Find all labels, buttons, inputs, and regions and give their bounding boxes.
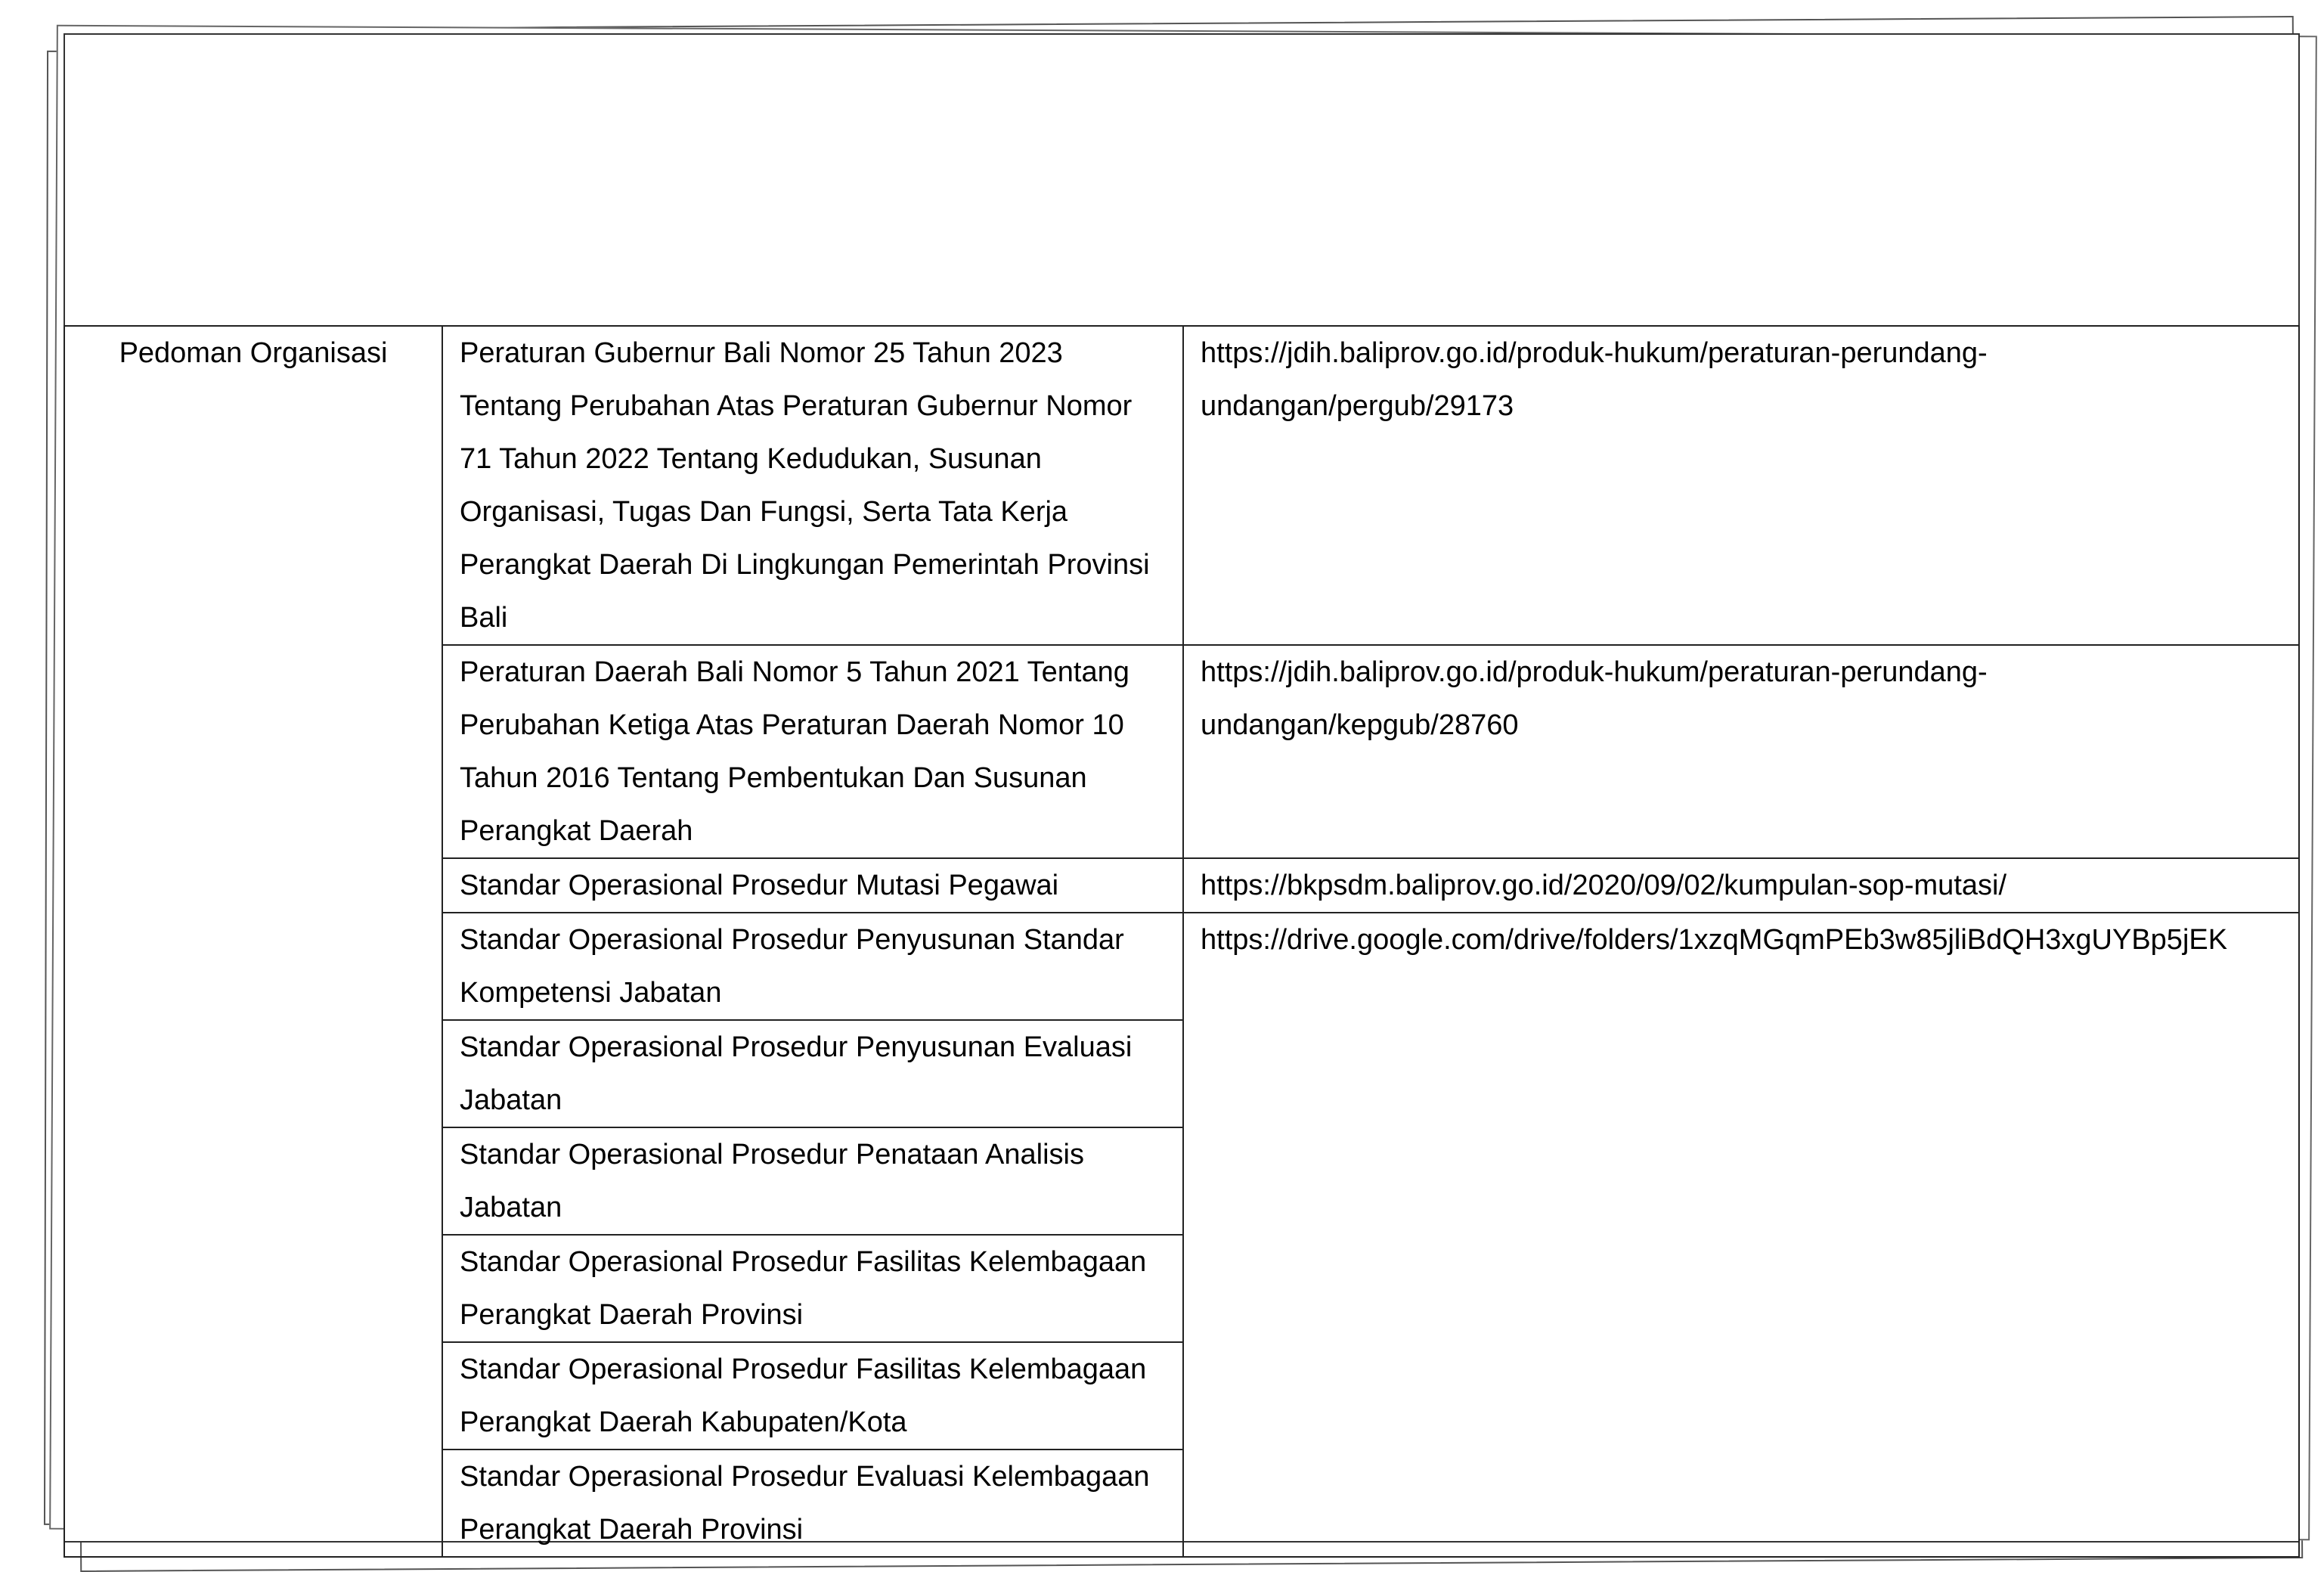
document-title: Standar Operasional Prosedur Penataan Analisis Jabatan — [460, 1139, 1084, 1223]
link-cell — [1183, 326, 2299, 645]
document-cell — [442, 326, 1183, 645]
document-title: Standar Operasional Prosedur Penyusunan Standar Kompetensi Jabatan — [460, 924, 1124, 1009]
document-cell — [442, 1127, 1183, 1235]
document-title: Peraturan Gubernur Bali Nomor 25 Tahun 2023 Tentang Perubahan Atas Peraturan Gubernur Nomor 71 Tahun 2022 Tentang Kedudukan, Susunan Organisasi, Tugas Dan Fungsi, Serta Tata Kerja Perangkat Daerah Di Lingkungan Pemerintah Provinsi Bali — [460, 337, 1150, 634]
link-cell — [1183, 858, 2299, 913]
document-title: Standar Operasional Prosedur Penyusunan Evaluasi Jabatan — [460, 1031, 1133, 1116]
document-title: Standar Operasional Prosedur Fasilitas Kelembagaan Perangkat Daerah Provinsi — [460, 1246, 1147, 1331]
shared-link-cell — [1183, 913, 2299, 1557]
document-cell — [442, 1450, 1183, 1557]
document-link[interactable]: https://jdih.baliprov.go.id/produk-hukum/peraturan-perundang-undangan/kepgub/28760 — [1201, 656, 1988, 741]
document-link[interactable]: https://jdih.baliprov.go.id/produk-hukum/peraturan-perundang-undangan/pergub/29173 — [1201, 337, 1988, 422]
document-link[interactable]: https://bkpsdm.baliprov.go.id/2020/09/02/kumpulan-sop-mutasi/ — [1201, 870, 2007, 901]
regulation-table — [64, 325, 2300, 1558]
document-cell — [442, 645, 1183, 858]
document-cell — [442, 913, 1183, 1020]
category-label: Pedoman Organisasi — [119, 337, 388, 369]
document-title: Peraturan Daerah Bali Nomor 5 Tahun 2021 Tentang Perubahan Ketiga Atas Peraturan Daerah Nomor 10 Tahun 2016 Tentang Pembentukan Dan Susunan Perangkat Daerah — [460, 656, 1129, 847]
document-title: Standar Operasional Prosedur Mutasi Pegawai — [460, 870, 1059, 901]
document-title: Standar Operasional Prosedur Fasilitas Kelembagaan Perangkat Daerah Kabupaten/Kota — [460, 1353, 1147, 1438]
document-cell — [442, 858, 1183, 913]
document-cell — [442, 1235, 1183, 1342]
document-title: Standar Operasional Prosedur Evaluasi Kelembagaan Perangkat Daerah Provinsi — [460, 1461, 1150, 1546]
document-cell — [442, 1342, 1183, 1450]
category-cell — [64, 326, 442, 1557]
link-cell — [1183, 645, 2299, 858]
shared-drive-link[interactable]: https://drive.google.com/drive/folders/1xzqMGqmPEb3w85jliBdQH3xgUYBp5jEK — [1201, 924, 2228, 956]
document-cell — [442, 1020, 1183, 1127]
table-row — [64, 326, 2299, 645]
